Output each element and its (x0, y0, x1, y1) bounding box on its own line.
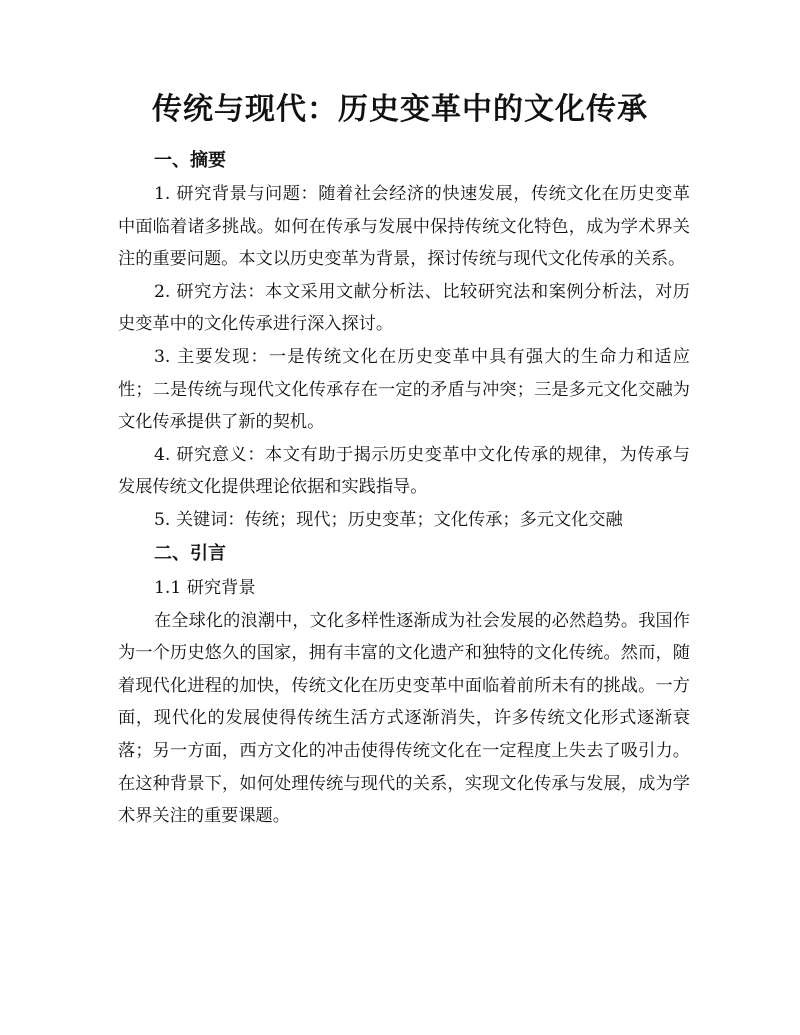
section-heading-intro: 二、引言 (154, 542, 226, 564)
abstract-item-3: 3. 主要发现：一是传统文化在历史变革中具有强大的生命力和适应性；二是传统与现代文化传承存在一定的矛盾与冲突；三是多元文化交融为文化传承提供了新的契机。 (118, 346, 690, 433)
abstract-item-1: 1. 研究背景与问题：随着社会经济的快速发展，传统文化在历史变革中面临着诸多挑战。如何在传承与发展中保持传统文化特色，成为学术界关注的重要问题。本文以历史变革为背景，探讨传统与现代文化传承的关系。 (118, 184, 690, 270)
subsection-heading-background: 1.1 研究背景 (154, 577, 256, 598)
intro-paragraph: 在全球化的浪潮中，文化多样性逐渐成为社会发展的必然趋势。我国作为一个历史悠久的国家，拥有丰富的文化遗产和独特的文化传统。然而，随着现代化进程的加快，传统文化在历史变革中面临着前所未有的挑战。一方面，现代化的发展使得传统生活方式逐渐消失，许多传统文化形式逐渐衰落；另一方面，西方文化的冲击使得传统文化在一定程度上失去了吸引力。在这种背景下，如何处理传统与现代的关系，实现文化传承与发展，成为学术界关注的重要课题。 (118, 610, 690, 827)
abstract-item-5: 5. 关键词：传统；现代；历史变革；文化传承；多元文化交融 (154, 509, 623, 530)
document-title: 传统与现代：历史变革中的文化传承 (152, 92, 648, 127)
abstract-item-4: 4. 研究意义：本文有助于揭示历史变革中文化传承的规律，为传承与发展传统文化提供理论依据和实践指导。 (118, 444, 690, 498)
abstract-item-2: 2. 研究方法：本文采用文献分析法、比较研究法和案例分析法，对历史变革中的文化传承进行深入探讨。 (118, 281, 690, 335)
document-body (118, 144, 690, 833)
section-heading-abstract: 一、摘要 (154, 150, 226, 171)
